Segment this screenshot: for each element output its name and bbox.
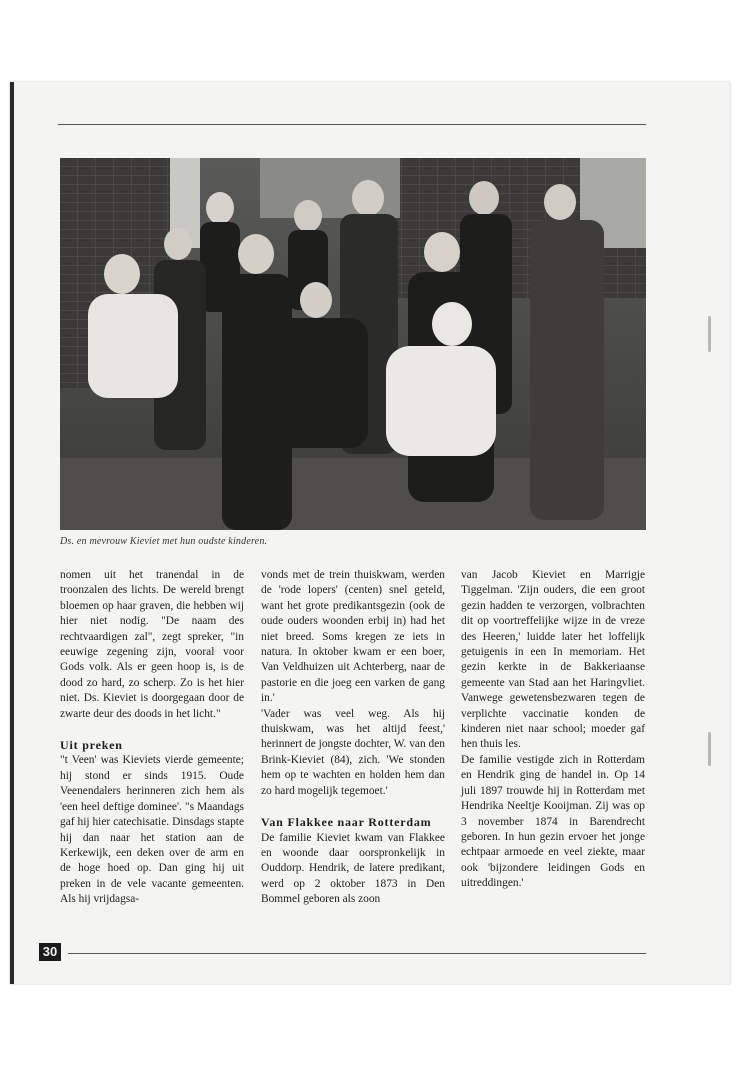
paragraph: De familie Kieviet kwam van Flakkee en woonde daar oorspronkelijk in Ouddorp. Hendrik, de latere predikant, werd op 2 oktober 1873 in Den Bommel geboren als zoon [261, 831, 445, 906]
paragraph: van Jacob Kieviet en Marrigje Tiggelman. 'Zijn ouders, die een groot gezin hadden te verzorgen, volbrachten dit op voortreffelijke wijze in de vreze des Heeren,' luidde later het loffelijk getuigenis in een In memoriam. Het gezin kerkte in de Bakkeriaanse gemeente van Stad aan het Haringvliet. Vanwege gewetensbezwaren tegen de verplichte vaccinatie konden de kinderen niet naar school; moeder gaf hen thuis les. [461, 569, 645, 751]
page-number: 30 [39, 943, 61, 961]
margin-mark [708, 732, 711, 766]
paragraph: 'Vader was veel weg. Als hij thuiskwam, was het altijd feest,' herinnert de jongste dochter, W. van den Brink-Kieviet (84), zich. 'We stonden hem op te wachten en holden hem dan zo hard mogelijk tegemoet.' [261, 707, 445, 797]
paragraph: vonds met de trein thuiskwam, werden de 'rode lopers' (centen) snel geteld, want het grote predikantsgezin (ook de oude ouders woonden erbij in) had het niet breed. Soms kregen ze iets in natura. In oktober kwam er een boer, Van Veldhuizen uit Achterberg, naar de pastorie en die joeg een varken de gang in.' [261, 569, 445, 705]
bottom-rule [68, 953, 646, 954]
photo-caption: Ds. en mevrouw Kieviet met hun oudste kinderen. [60, 536, 268, 547]
family-photo [60, 158, 646, 530]
top-rule [58, 124, 646, 125]
magazine-page [10, 82, 730, 984]
paragraph: "t Veen' was Kieviets vierde gemeente; hij stond er sinds 1915. Oude Veenendalers herinneren zich hem als 'een heel deftige dominee'. "s Maandags gaf hij hier catechisatie. Dinsdags stapte hij dan naar het station aan de Kerkewijk, een deken over de arm en de hoge hoed op. Dan ging hij uit preken in de vele vacante gemeenten. Als hij vrijdagsa- [60, 754, 244, 906]
section-heading: Uit preken [60, 738, 123, 753]
text-column-2 [261, 568, 445, 908]
section-heading: Van Flakkee naar Rotterdam [261, 815, 432, 830]
family-photo-icon [60, 158, 646, 530]
text-column-3 [461, 568, 645, 892]
margin-mark [708, 316, 711, 352]
text-column-1 [60, 568, 244, 908]
paragraph: De familie vestigde zich in Rotterdam en Hendrik ging de handel in. Op 14 juli 1897 trouwde hij in Rotterdam met Hendrika Neeltje Kooijman. Zij was op 3 november 1874 in Barendrecht geboren. In hun gezin ervoer het jonge echtpaar armoede en veel ziekte, maar ook 'bijzondere leidingen Gods en uitreddingen.' [461, 753, 645, 890]
paragraph: nomen uit het tranendal in de troonzalen des lichts. De wereld brengt bloemen op haar graven, die hebben wij hier niet nodig. "De naam des rechtvaardigen zal", zegt spreker, "in eeuwige zegening zijn, vooral voor Gods volk. Als er geen hoop is, is de dood zo hard, zo scherp. Zo is het hier niet. Ds. Kieviet is doorgegaan door de zwarte deur des doods in het licht." [60, 569, 244, 720]
